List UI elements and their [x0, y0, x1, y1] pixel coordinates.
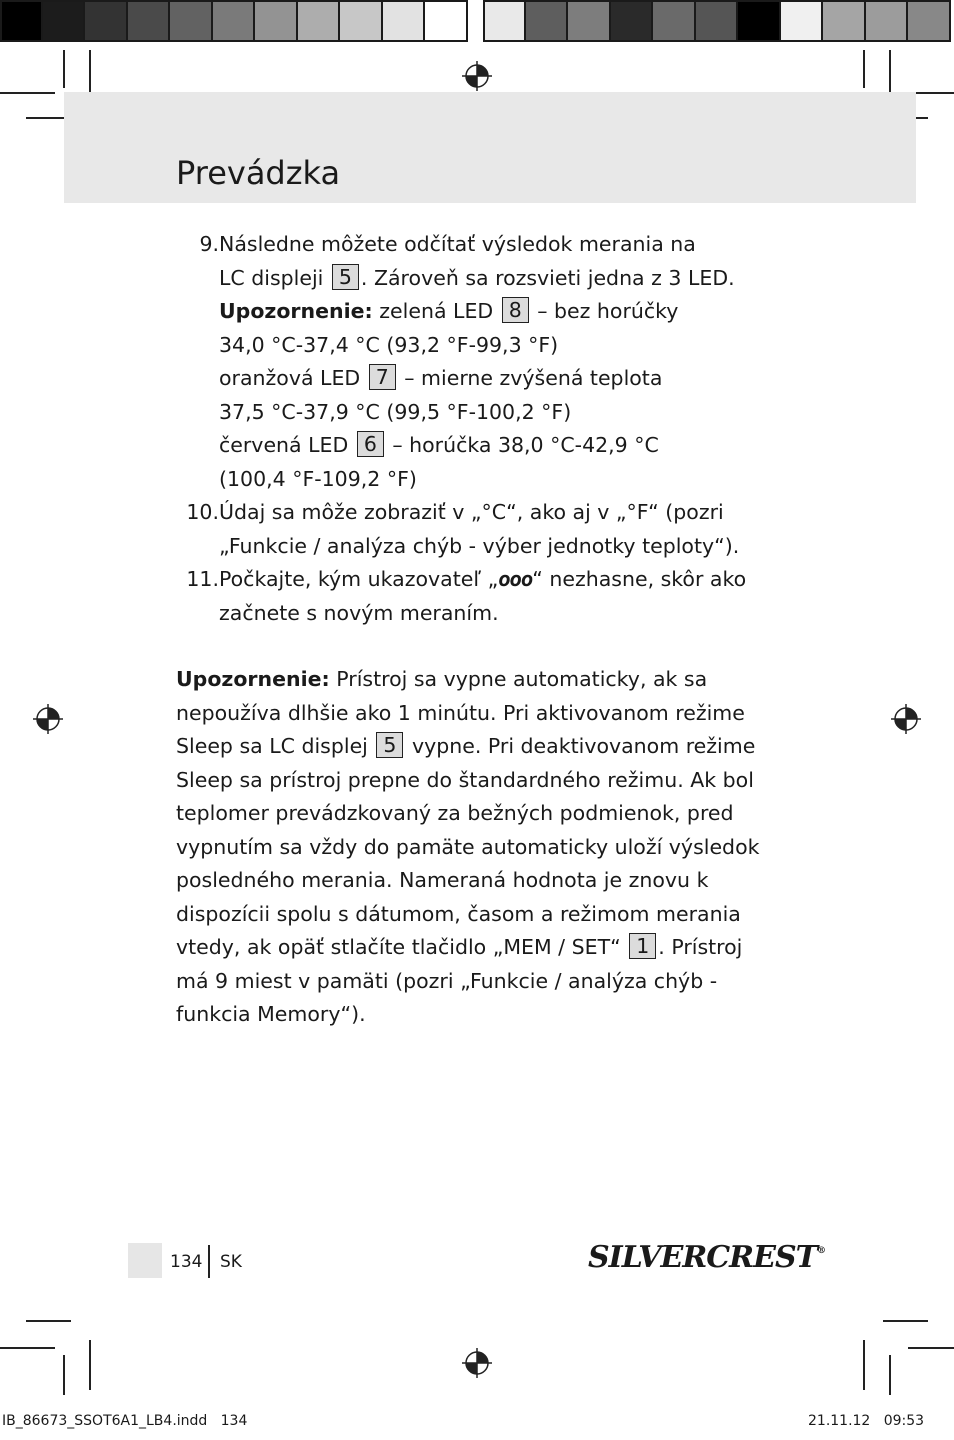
text-line	[176, 730, 776, 764]
text-line	[219, 597, 746, 631]
brand-logo	[588, 1240, 825, 1275]
text-line	[176, 931, 776, 965]
text-run: má 9 miest v pamäti (pozri „Funkcie / analýza chýb -	[176, 968, 718, 993]
part-number-box: 6	[357, 431, 384, 457]
color-swatch	[170, 0, 213, 42]
crop-mark	[0, 92, 55, 94]
color-swatch	[696, 0, 739, 42]
crop-mark	[883, 1320, 928, 1322]
language-code: SK	[220, 1252, 242, 1272]
color-swatch	[483, 0, 526, 42]
text-run: Prístroj sa vypne automaticky, ak sa	[329, 667, 708, 691]
registration-mark-icon	[33, 704, 63, 734]
body-content	[176, 228, 776, 1032]
part-number-box: 5	[376, 732, 403, 758]
text-line	[219, 228, 735, 262]
color-swatch	[425, 0, 468, 42]
text-run: funkcia Memory“).	[176, 1002, 366, 1026]
color-swatch	[298, 0, 341, 42]
text-line	[176, 965, 776, 999]
color-swatch	[255, 0, 298, 42]
list-item-text	[219, 228, 735, 496]
color-swatch	[43, 0, 86, 42]
text-run: teplomer prevádzkovaný za bežných podmienok, pred	[176, 801, 734, 825]
page-number: 134	[170, 1252, 203, 1272]
crop-mark	[63, 1355, 65, 1395]
text-line	[219, 563, 746, 597]
color-bar-left	[0, 0, 468, 46]
note-paragraph	[176, 663, 776, 1032]
text-run: oranžová LED	[219, 366, 367, 390]
page-title: Prevádzka	[176, 154, 341, 192]
text-run: 37,5 °C-37,9 °C (99,5 °F-100,2 °F)	[219, 399, 572, 424]
crop-mark	[89, 1340, 91, 1390]
text-line	[176, 998, 776, 1032]
text-run: zelená LED	[372, 299, 500, 323]
text-run: – mierne zvýšená teplota	[397, 366, 663, 390]
text-run: – bez horúčky	[530, 299, 679, 323]
bold-label: Upozornenie:	[219, 299, 373, 323]
color-swatch	[568, 0, 611, 42]
list-item-text	[219, 496, 739, 563]
crop-mark	[863, 1340, 865, 1390]
text-line	[176, 797, 776, 831]
crop-mark	[908, 1347, 954, 1349]
text-line	[176, 697, 776, 731]
crop-mark	[63, 50, 65, 88]
text-line	[219, 362, 735, 396]
text-line	[219, 429, 735, 463]
color-swatch	[781, 0, 824, 42]
footer-divider	[208, 1245, 210, 1278]
registration-mark-icon	[891, 704, 921, 734]
text-run: . Zároveň sa rozsvieti jedna z 3 LED.	[360, 265, 735, 290]
text-run: LC displeji	[219, 265, 330, 290]
text-run: vypnutím sa vždy do pamäte automaticky uloží výsledok	[176, 834, 760, 859]
crop-mark	[26, 1320, 71, 1322]
text-line	[219, 396, 735, 430]
registered-mark: ®	[816, 1246, 825, 1256]
registration-mark-icon	[462, 61, 492, 91]
color-swatch	[128, 0, 171, 42]
crop-mark	[863, 50, 865, 88]
text-run: Údaj sa môže zobraziť v „°C“, ako aj v „°F“ (pozri	[219, 500, 724, 524]
text-run: “ nezhasne, skôr ako	[532, 567, 747, 591]
text-line	[219, 496, 739, 530]
list-item	[176, 496, 776, 563]
color-swatch	[383, 0, 426, 42]
text-line	[219, 463, 735, 497]
print-slug-file: IB_86673_SSOT6A1_LB4.indd 134	[2, 1413, 248, 1429]
list-item-number: 9.	[199, 232, 219, 256]
text-run: vtedy, ak opäť stlačíte tlačidlo „MEM / SET“	[176, 935, 628, 959]
color-swatch	[213, 0, 256, 42]
text-run: dispozícii spolu s dátumom, časom a režimom merania	[176, 901, 741, 926]
bold-label: Upozornenie:	[176, 667, 330, 691]
text-run: Sleep sa prístroj prepne do štandardného režimu. Ak bol	[176, 767, 754, 792]
color-swatch	[738, 0, 781, 42]
display-indicator-icon: ooo	[498, 567, 533, 591]
part-number-box: 8	[502, 297, 529, 323]
text-run: – horúčka 38,0 °C-42,9 °C	[385, 433, 659, 457]
list-item-number: 10.	[186, 500, 219, 524]
page-number-tab	[128, 1243, 162, 1278]
text-run: (100,4 °F-109,2 °F)	[219, 466, 417, 491]
color-swatch	[866, 0, 909, 42]
list-item-text	[219, 563, 746, 630]
text-run: Počkajte, kým ukazovateľ „	[219, 567, 499, 591]
color-swatch	[0, 0, 43, 42]
text-run: Sleep sa LC displej	[176, 734, 375, 758]
text-run: nepoužíva dlhšie ako 1 minútu. Pri aktivovanom režime	[176, 700, 745, 725]
text-line	[176, 663, 776, 697]
text-run: posledného merania. Nameraná hodnota je znovu k	[176, 868, 709, 892]
brand-logo-text: SILVERCREST	[588, 1240, 817, 1275]
color-swatch	[526, 0, 569, 42]
color-bar-right	[483, 0, 951, 46]
text-run: . Prístroj	[658, 935, 743, 959]
list-item-number: 11.	[186, 567, 219, 591]
color-swatch	[653, 0, 696, 42]
text-line	[176, 864, 776, 898]
numbered-list	[176, 228, 776, 630]
text-line	[219, 295, 735, 329]
list-item	[176, 228, 776, 496]
registration-mark-icon	[462, 1348, 492, 1378]
color-swatch	[85, 0, 128, 42]
text-line	[176, 898, 776, 932]
text-run: vypne. Pri deaktivovanom režime	[405, 734, 756, 758]
part-number-box: 5	[332, 264, 359, 290]
color-swatch	[340, 0, 383, 42]
text-run: 34,0 °C-37,4 °C (93,2 °F-99,3 °F)	[219, 332, 559, 357]
print-slug-date: 21.11.12 09:53	[808, 1413, 925, 1429]
color-swatch	[908, 0, 951, 42]
color-swatch	[611, 0, 654, 42]
text-line	[219, 262, 735, 296]
crop-mark	[0, 1347, 55, 1349]
list-item	[176, 563, 776, 630]
text-run: červená LED	[219, 433, 355, 457]
crop-mark	[889, 1355, 891, 1395]
text-run: začnete s novým meraním.	[219, 600, 499, 625]
part-number-box: 7	[369, 364, 396, 390]
text-run: „Funkcie / analýza chýb - výber jednotky teploty“).	[219, 533, 740, 558]
part-number-box: 1	[629, 933, 656, 959]
text-line	[219, 530, 739, 564]
text-line	[176, 831, 776, 865]
color-swatch	[823, 0, 866, 42]
text-run: Následne môžete odčítať výsledok merania na	[219, 232, 696, 256]
text-line	[176, 764, 776, 798]
text-line	[219, 329, 735, 363]
